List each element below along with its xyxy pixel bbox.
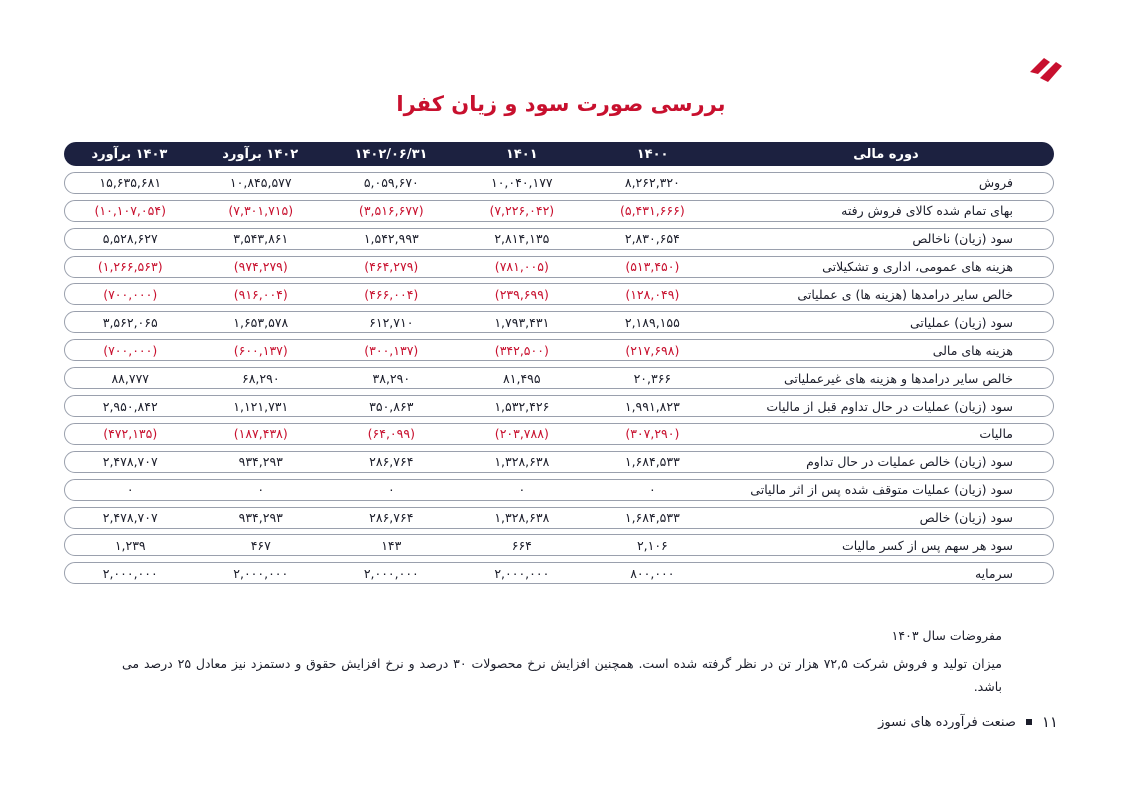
cell-value: (۴۶۴,۲۷۹)	[364, 259, 419, 275]
cell-value: ۳,۵۶۲,۰۶۵	[102, 314, 158, 330]
cell-value: (۱۲۸,۰۴۹)	[625, 286, 680, 302]
table-row	[64, 339, 1054, 361]
bullet-icon	[1026, 719, 1032, 725]
row-label: سود هر سهم پس از کسر مالیات	[842, 537, 1013, 553]
row-label: سود (زیان) عملیاتی	[909, 314, 1013, 330]
cell-value: ۰	[126, 482, 134, 498]
footer-text: صنعت فرآورده های نسوز	[878, 714, 1016, 730]
row-label: سود (زیان) عملیات متوقف شده پس از اثر مالیاتی	[750, 482, 1013, 498]
cell-value: ۱,۶۸۴,۵۳۳	[624, 454, 680, 470]
header-col: ۱۴۰۲ برآورد	[222, 146, 299, 162]
table-row	[64, 200, 1054, 222]
header-col: ۱۴۰۳ برآورد	[91, 146, 168, 162]
table-row	[64, 256, 1054, 278]
cell-value: (۲۰۳,۷۸۸)	[494, 426, 549, 442]
cell-value: ۰	[518, 482, 526, 498]
row-label: فروش	[978, 175, 1013, 191]
table-row	[64, 451, 1054, 473]
cell-value: ۱۰,۸۴۵,۵۷۷	[229, 175, 292, 191]
cell-value: (۲۳۹,۶۹۹)	[494, 286, 549, 302]
cell-value: (۳۰۰,۱۳۷)	[364, 342, 419, 358]
table-row	[64, 228, 1054, 250]
cell-value: ۱,۹۹۱,۸۲۳	[624, 398, 680, 414]
cell-value: (۷,۳۰۱,۷۱۵)	[228, 203, 294, 219]
cell-value: (۱۰,۱۰۷,۰۵۴)	[94, 203, 166, 219]
cell-value: ۱,۱۲۱,۷۳۱	[233, 398, 289, 414]
row-label: سود (زیان) عملیات در حال تداوم قبل از مالیات	[766, 398, 1013, 414]
cell-value: ۲,۸۱۴,۱۳۵	[494, 231, 550, 247]
cell-value: (۷,۲۲۶,۰۴۲)	[489, 203, 555, 219]
header-period: دوره مالی	[853, 146, 919, 162]
cell-value: ۹۳۴,۲۹۳	[238, 454, 283, 470]
cell-value: (۲۱۷,۶۹۸)	[625, 342, 680, 358]
cell-value: (۷۸۱,۰۰۵)	[494, 259, 549, 275]
cell-value: ۱,۵۴۲,۹۹۳	[363, 231, 419, 247]
row-label: مالیات	[979, 426, 1013, 442]
table-row	[64, 172, 1054, 194]
cell-value: ۲,۱۰۶	[636, 537, 668, 553]
table-row	[64, 283, 1054, 305]
cell-value: (۹۷۴,۲۷۹)	[233, 259, 288, 275]
page-footer	[878, 713, 1058, 731]
cell-value: ۳,۵۴۳,۸۶۱	[233, 231, 289, 247]
cell-value: (۴۶۶,۰۰۴)	[364, 286, 419, 302]
cell-value: (۵,۴۳۱,۶۶۶)	[619, 203, 685, 219]
cell-value: ۲,۸۳۰,۶۵۴	[624, 231, 680, 247]
cell-value: ۶۸,۲۹۰	[241, 370, 280, 386]
page-title: بررسی صورت سود و زیان کفرا	[396, 92, 726, 116]
row-label: سود (زیان) خالص	[919, 510, 1013, 526]
cell-value: ۱,۷۹۳,۴۳۱	[494, 314, 550, 330]
cell-value: ۲۸۶,۷۶۴	[369, 454, 414, 470]
cell-value: ۲,۰۰۰,۰۰۰	[233, 565, 289, 581]
assumptions-text: میزان تولید و فروش شرکت ۷۲,۵ هزار تن در نظر گرفته شده است. همچنین افزایش نرخ محصولات ۳۰ درصد و نرخ افزایش حقوق و دستمزد نیز معادل ۲۵ درصد می باشد.	[122, 656, 1003, 694]
company-logo	[1026, 52, 1068, 86]
row-label: بهای تمام شده کالای فروش رفته	[841, 203, 1013, 219]
cell-value: ۱,۲۳۹	[114, 537, 146, 553]
cell-value: ۵,۰۵۹,۶۷۰	[363, 175, 419, 191]
table-row	[64, 311, 1054, 333]
page-number: ۱۱	[1041, 713, 1058, 731]
cell-value: ۲,۰۰۰,۰۰۰	[363, 565, 419, 581]
row-label: سود (زیان) خالص عملیات در حال تداوم	[806, 454, 1013, 470]
cell-value: ۳۵۰,۸۶۳	[369, 398, 414, 414]
cell-value: ۱,۶۵۳,۵۷۸	[233, 314, 289, 330]
cell-value: ۸۱,۴۹۵	[503, 370, 541, 386]
cell-value: ۱,۳۲۸,۶۳۸	[494, 454, 550, 470]
cell-value: ۱۰,۰۴۰,۱۷۷	[490, 175, 553, 191]
cell-value: ۲,۴۷۸,۷۰۷	[102, 454, 158, 470]
cell-value: (۶۴,۰۹۹)	[367, 426, 415, 442]
cell-value: ۲,۰۰۰,۰۰۰	[494, 565, 550, 581]
table-row	[64, 367, 1054, 389]
cell-value: ۲,۹۵۰,۸۴۲	[102, 398, 158, 414]
cell-value: ۱۴۳	[381, 537, 402, 553]
cell-value: ۸۸,۷۷۷	[111, 370, 149, 386]
cell-value: ۲,۴۷۸,۷۰۷	[102, 510, 158, 526]
cell-value: ۸۰۰,۰۰۰	[630, 565, 675, 581]
cell-value: (۳۰۷,۲۹۰)	[625, 426, 680, 442]
table-row	[64, 507, 1054, 529]
income-statement-table	[64, 142, 1054, 584]
row-label: هزینه های عمومی، اداری و تشکیلاتی	[822, 259, 1013, 275]
cell-value: ۸,۲۶۲,۳۲۰	[624, 175, 680, 191]
cell-value: (۷۰۰,۰۰۰)	[103, 342, 158, 358]
cell-value: ۲۰,۳۶۶	[633, 370, 672, 386]
row-label: هزینه های مالی	[932, 342, 1013, 358]
cell-value: ۰	[649, 482, 656, 498]
header-col: ۱۴۰۲/۰۶/۳۱	[354, 146, 428, 162]
cell-value: ۱۵,۶۳۵,۶۸۱	[99, 175, 162, 191]
cell-value: (۱,۲۶۶,۵۶۳)	[97, 259, 163, 275]
cell-value: (۴۷۲,۱۳۵)	[103, 426, 158, 442]
cell-value: ۳۸,۲۹۰	[372, 370, 411, 386]
cell-value: ۵,۵۲۸,۶۲۷	[102, 231, 158, 247]
row-label: خالص سایر درامدها و هزینه های غیرعملیاتی	[783, 370, 1013, 386]
cell-value: ۶۱۲,۷۱۰	[369, 314, 414, 330]
cell-value: ۴۶۷	[250, 537, 271, 553]
cell-value: ۰	[257, 482, 265, 498]
cell-value: ۲۸۶,۷۶۴	[369, 510, 414, 526]
cell-value: (۳۴۲,۵۰۰)	[494, 342, 549, 358]
row-label: سرمایه	[974, 565, 1013, 581]
cell-value: (۳,۵۱۶,۶۷۷)	[358, 203, 424, 219]
table-row	[64, 423, 1054, 445]
row-label: خالص سایر درامدها (هزینه ها) ی عملیاتی	[797, 286, 1013, 302]
assumptions-title: مفروضات سال ۱۴۰۳	[891, 628, 1002, 643]
table-row	[64, 395, 1054, 417]
cell-value: ۲,۱۸۹,۱۵۵	[624, 314, 680, 330]
cell-value: ۱,۳۲۸,۶۳۸	[494, 510, 550, 526]
cell-value: (۶۰۰,۱۳۷)	[233, 342, 288, 358]
cell-value: ۱,۶۸۴,۵۳۳	[624, 510, 680, 526]
cell-value: (۹۱۶,۰۰۴)	[233, 286, 288, 302]
header-col: ۱۴۰۱	[505, 146, 538, 162]
table-row	[64, 479, 1054, 501]
cell-value: ۰	[387, 482, 395, 498]
cell-value: ۶۶۴	[511, 537, 532, 553]
cell-value: ۲,۰۰۰,۰۰۰	[102, 565, 158, 581]
cell-value: ۹۳۴,۲۹۳	[238, 510, 283, 526]
row-label: سود (زیان) ناخالص	[912, 231, 1013, 247]
table-row	[64, 534, 1054, 556]
cell-value: (۱۸۷,۴۳۸)	[233, 426, 288, 442]
table-header	[64, 142, 1054, 166]
cell-value: ۱,۵۳۲,۴۲۶	[494, 398, 550, 414]
header-col: ۱۴۰۰	[636, 146, 669, 162]
cell-value: (۵۱۳,۴۵۰)	[625, 259, 680, 275]
cell-value: (۷۰۰,۰۰۰)	[103, 286, 158, 302]
table-row	[64, 562, 1054, 584]
